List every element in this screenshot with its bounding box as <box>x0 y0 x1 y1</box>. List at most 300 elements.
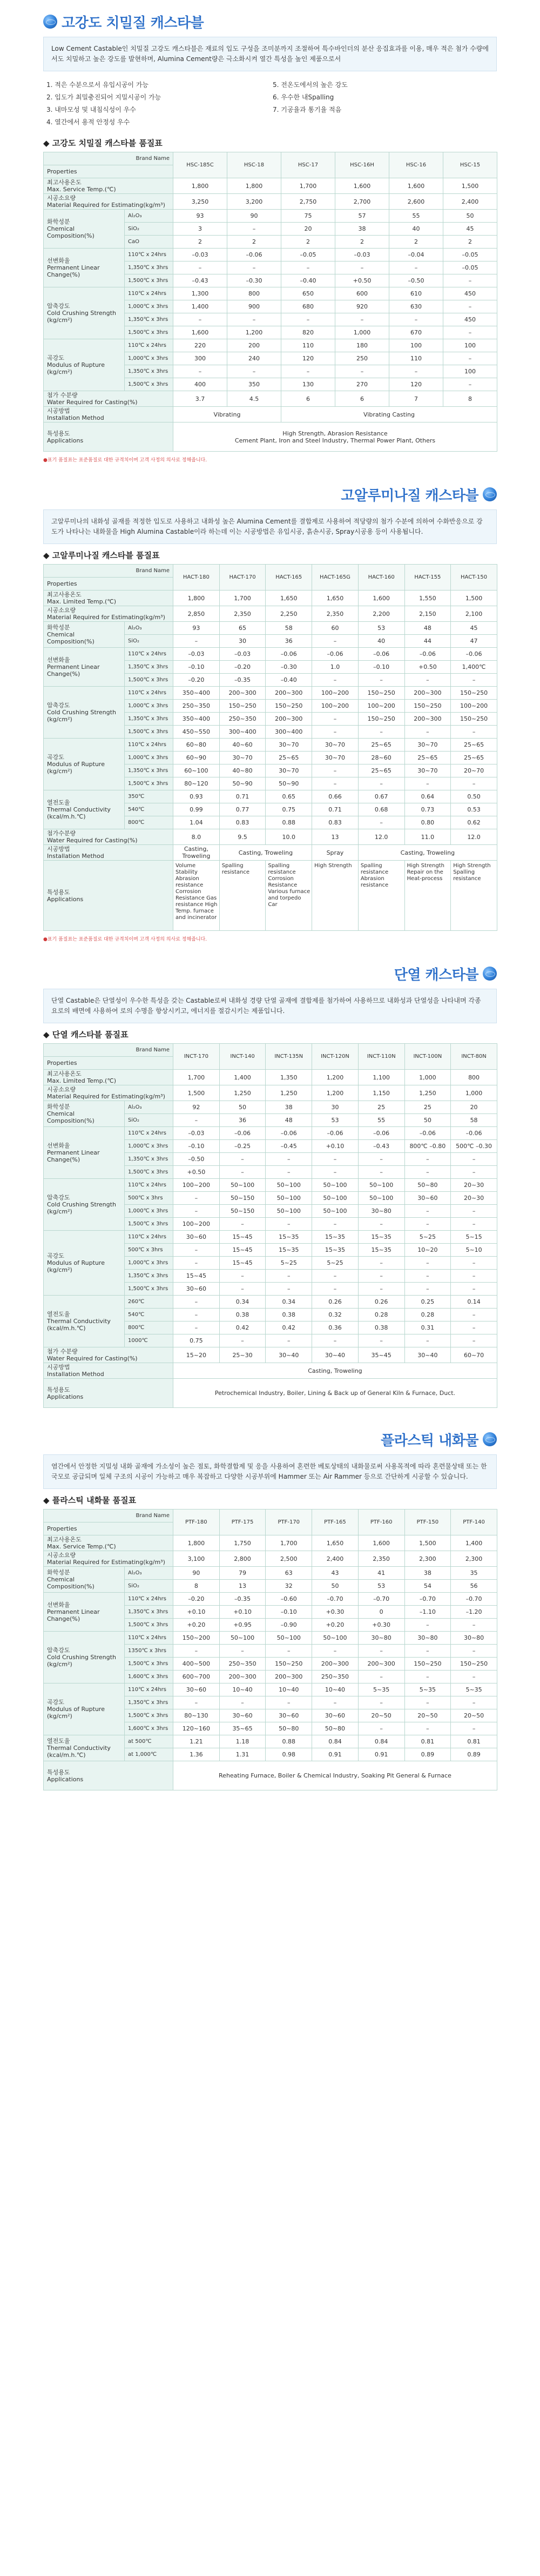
table-cell: 1,550 <box>404 591 451 606</box>
table-cell: – <box>312 1270 359 1283</box>
condition-label: 1,350℃ x 3hrs <box>125 1606 173 1619</box>
table-cell: – <box>219 1645 266 1658</box>
table-cell: – <box>173 1205 220 1218</box>
table-cell: 0.81 <box>404 1735 451 1748</box>
brand-name-label: Brand Name <box>44 152 173 165</box>
table-cell: 1,200 <box>227 326 281 339</box>
condition-label: 350℃ <box>125 790 173 803</box>
table-cell: 1,350 <box>266 1070 312 1085</box>
feature-item: 7. 기공율과 통기율 적음 <box>273 106 342 113</box>
table-cell: 0.84 <box>358 1735 404 1748</box>
condition-label: 1,350℃ x 3hrs <box>125 313 173 326</box>
feature-item: 5. 전온도에서의 높은 강도 <box>273 81 348 89</box>
applications-cell: Spalling resistance Corrosion Resistance Various furnace and torpedo Car <box>266 861 312 931</box>
table-cell: 53 <box>312 1114 359 1127</box>
install-cell: Casting, Troweling <box>173 845 220 861</box>
section-title: 플라스틱 내화물 <box>381 1432 478 1449</box>
table-cell: 350 <box>227 378 281 391</box>
table-cell: 30~60 <box>404 1192 451 1205</box>
property-name: 시공방법 Installation Method <box>44 1363 173 1379</box>
table-cell: 1,300 <box>173 287 227 300</box>
table-cell: 6 <box>281 391 335 407</box>
condition-label: 110℃ x 24hrs <box>125 1179 173 1192</box>
table-cell: 100~200 <box>358 700 404 713</box>
table-cell: 50 <box>443 210 497 223</box>
table-cell: 65 <box>219 622 266 635</box>
table-cell: 50~100 <box>358 1192 404 1205</box>
condition-label: 1,000℃ x 3hrs <box>125 1257 173 1270</box>
table-cell: 30 <box>219 635 266 648</box>
table-cell: 1,600 <box>335 178 389 194</box>
condition-label: at 1,000℃ <box>125 1748 173 1761</box>
table-cell: 25~65 <box>451 739 497 752</box>
table-cell: – <box>451 1619 497 1632</box>
table-cell: 38 <box>404 1567 451 1580</box>
property-name: 곡강도 Modulus of Rupture (kg/cm²) <box>44 1683 125 1735</box>
table-cell: 150~250 <box>219 700 266 713</box>
table-cell: – <box>451 726 497 739</box>
table-cell: 20~50 <box>358 1709 404 1722</box>
table-cell: 100 <box>443 365 497 378</box>
table-cell: 0.89 <box>404 1748 451 1761</box>
table-cell: 45 <box>443 223 497 236</box>
condition-label: 540℃ <box>125 803 173 816</box>
table-cell: 0.91 <box>312 1748 359 1761</box>
table-cell: 0.42 <box>219 1321 266 1334</box>
table-cell: – <box>173 313 227 326</box>
condition-label: 1,500℃ x 3hrs <box>125 378 173 391</box>
condition-label: 1,350℃ x 3hrs <box>125 661 173 674</box>
table-cell: 63 <box>266 1567 312 1580</box>
table-row <box>44 287 497 300</box>
table-cell: 0.93 <box>173 790 220 803</box>
table-cell: – <box>451 1321 497 1334</box>
table-cell: – <box>266 1334 312 1347</box>
grade-header: HSC-16 <box>389 152 443 178</box>
table-cell: 1,400 <box>173 300 227 313</box>
grade-header: HACT-160 <box>358 565 404 591</box>
table-cell: 4.5 <box>227 391 281 407</box>
table-cell: – <box>227 313 281 326</box>
property-name: 최고사용온도 Max. Service Temp.(℃) <box>44 178 173 194</box>
table-cell: – <box>227 261 281 274</box>
table-cell: –0.30 <box>227 274 281 287</box>
section-intro: 단열 Castable은 단열성이 우수한 특성을 갖는 Castable로써 내화성 경량 단열 골재에 결합제를 첨가하여 사용하므로 내화성과 단열성을 나타내며 각종 요로의 배면에 사용하여 로의 수명을 향상시키고, 에너지를 절감시키는 제품입니다. <box>43 989 497 1023</box>
table-row <box>44 1085 497 1101</box>
condition-label: Al₂O₃ <box>125 1567 173 1580</box>
table-cell: – <box>335 261 389 274</box>
table-cell: 0.88 <box>266 816 312 829</box>
install-cell: Casting, Troweling <box>358 845 497 861</box>
section-intro: Low Cement Castable인 치밀질 고강도 캐스타블은 재료의 입도 구성을 조미분까지 조절하여 특수바인더의 분산 응집효과를 이용, 매우 적은 첨가 수량에서도 치밀하고 높은 강도를 발현하며, Alumina Cement량은 극소화시켜 열간 특성을 높인 제품으로서 <box>43 37 497 71</box>
table-cell: – <box>266 1696 312 1709</box>
table-cell: 60~70 <box>451 1347 497 1363</box>
table-row <box>44 687 497 700</box>
condition-label: 1,500℃ x 3hrs <box>125 274 173 287</box>
table-cell: 150~200 <box>173 1632 220 1645</box>
table-cell: 110 <box>389 352 443 365</box>
table-cell: –0.70 <box>358 1593 404 1606</box>
property-name: 화학성분 Chemical Composition(%) <box>44 1101 125 1127</box>
globe-icon <box>483 1432 497 1446</box>
applications-cell: Petrochemical Industry, Boiler, Lining & Back up of General Kiln & Furnace, Duct. <box>173 1379 497 1408</box>
table-cell: 30~60 <box>219 1709 266 1722</box>
table-cell: 25 <box>358 1101 404 1114</box>
table-cell: 44 <box>404 635 451 648</box>
property-name: 화학성분 Chemical Composition(%) <box>44 210 125 249</box>
table-cell: – <box>266 1283 312 1296</box>
table-cell: 8 <box>173 1580 220 1593</box>
table-cell: 0.38 <box>358 1321 404 1334</box>
table-cell: +0.10 <box>219 1606 266 1619</box>
table-cell: 2,150 <box>404 606 451 622</box>
table-cell: 41 <box>358 1567 404 1580</box>
table-cell: 0.89 <box>451 1748 497 1761</box>
install-row <box>44 407 497 422</box>
property-name: 시공소요량 Material Required for Estimating(kg/m³) <box>44 1551 173 1567</box>
install-row <box>44 1363 497 1379</box>
table-cell: 20~30 <box>451 1179 497 1192</box>
table-cell: –0.05 <box>443 261 497 274</box>
grade-header: PTF-150 <box>404 1510 451 1535</box>
table-cell: +0.30 <box>358 1619 404 1632</box>
table-cell: –0.70 <box>451 1593 497 1606</box>
table-cell: – <box>389 313 443 326</box>
table-cell: 30~40 <box>312 1347 359 1363</box>
table-cell: 5~25 <box>404 1231 451 1244</box>
property-name: 선변화율 Permanent Linear Change(%) <box>44 1127 125 1179</box>
condition-label: 800℃ <box>125 816 173 829</box>
table-cell: 53 <box>358 1580 404 1593</box>
table-cell: +0.95 <box>219 1619 266 1632</box>
feature-item: 1. 적은 수분으로서 유입시공이 가능 <box>46 81 148 89</box>
table-cell: – <box>404 1619 451 1632</box>
table-cell: –0.05 <box>281 249 335 261</box>
condition-label: 110℃ x 24hrs <box>125 1632 173 1645</box>
property-name: 시공소요량 Material Required for Estimating(kg/m³) <box>44 194 173 210</box>
table-cell: 0.38 <box>219 1309 266 1321</box>
grade-header: HACT-180 <box>173 565 220 591</box>
table-cell: 150~250 <box>451 687 497 700</box>
table-cell: 1,600 <box>389 178 443 194</box>
table-cell: 20~30 <box>451 1192 497 1205</box>
condition-label: 110℃ x 24hrs <box>125 739 173 752</box>
table-cell: 0.68 <box>358 803 404 816</box>
table-cell: 93 <box>173 622 220 635</box>
table-cell: – <box>173 635 220 648</box>
table-cell: 2,850 <box>173 606 220 622</box>
grade-header: INCT-140 <box>219 1044 266 1070</box>
table-cell: 80~130 <box>173 1709 220 1722</box>
grade-header: HSC-185C <box>173 152 227 178</box>
table-cell: – <box>451 1334 497 1347</box>
table-cell: 1,000 <box>404 1070 451 1085</box>
table-cell: – <box>173 1192 220 1205</box>
table-cell: 1.21 <box>173 1735 220 1748</box>
table-cell: 55 <box>389 210 443 223</box>
table-cell: 50 <box>312 1580 359 1593</box>
table-cell: –0.25 <box>219 1140 266 1153</box>
table-cell: 1,500 <box>443 178 497 194</box>
table-cell: 2 <box>389 236 443 249</box>
install-cell: Casting, Troweling <box>219 845 312 861</box>
condition-label: 1,500℃ x 3hrs <box>125 1619 173 1632</box>
condition-label: 500℃ x 3hrs <box>125 1244 173 1257</box>
table-cell: 0.32 <box>312 1309 359 1321</box>
table-cell: 10~40 <box>266 1683 312 1696</box>
globe-icon <box>483 967 497 981</box>
property-name: 특성용도 Applications <box>44 1761 173 1790</box>
table-cell: – <box>219 1166 266 1179</box>
table-cell: 50~100 <box>219 1179 266 1192</box>
table-cell: 1,500 <box>451 591 497 606</box>
table-cell: – <box>219 1696 266 1709</box>
table-cell: 120 <box>389 378 443 391</box>
table-cell: 300~400 <box>266 726 312 739</box>
table-cell: – <box>358 1722 404 1735</box>
property-name: 첨가 수분량 Water Required for Casting(%) <box>44 391 173 407</box>
table-cell: 28~60 <box>358 752 404 764</box>
table-cell: 630 <box>389 300 443 313</box>
table-cell: 50~100 <box>266 1192 312 1205</box>
table-cell: 5~25 <box>266 1257 312 1270</box>
table-cell: 110 <box>281 339 335 352</box>
table-cell: – <box>227 223 281 236</box>
table-cell: 58 <box>451 1114 497 1127</box>
table-cell: –0.35 <box>219 674 266 687</box>
property-name: 첨가 수분량 Water Required for Casting(%) <box>44 1347 173 1363</box>
table-cell: – <box>358 1696 404 1709</box>
condition-label: 1,500℃ x 3hrs <box>125 1658 173 1671</box>
table-cell: 650 <box>281 287 335 300</box>
property-name: 시공소요량 Material Required for Estimating(kg/m³) <box>44 606 173 622</box>
table-cell: 50~100 <box>219 1632 266 1645</box>
table-cell: – <box>451 1722 497 1735</box>
table-cell: 200~300 <box>312 1658 359 1671</box>
table-cell: 20~50 <box>404 1709 451 1722</box>
table-row <box>44 739 497 752</box>
table-cell: – <box>451 1205 497 1218</box>
condition-label: 1,000℃ x 3hrs <box>125 752 173 764</box>
table-cell: – <box>451 777 497 790</box>
table-cell: 1,500 <box>404 1535 451 1551</box>
table-cell: –0.06 <box>358 1127 404 1140</box>
table-cell: 1,800 <box>227 178 281 194</box>
condition-label: 110℃ x 24hrs <box>125 287 173 300</box>
table-cell: 0.42 <box>266 1321 312 1334</box>
globe-icon <box>483 487 497 501</box>
property-name: 최고사용온도 Max. Limited Temp.(℃) <box>44 591 173 606</box>
table-cell: 8.0 <box>173 829 220 845</box>
table-cell: 20 <box>281 223 335 236</box>
table-cell: 12.0 <box>358 829 404 845</box>
property-name: 화학성분 Chemical Composition(%) <box>44 1567 125 1593</box>
table-cell: – <box>451 1671 497 1683</box>
table-cell: 0 <box>358 1606 404 1619</box>
table-cell: 200~300 <box>266 713 312 726</box>
table-cell: – <box>358 726 404 739</box>
table-cell: 150~250 <box>451 713 497 726</box>
table-cell: – <box>219 1334 266 1347</box>
table-cell: – <box>358 1283 404 1296</box>
table-cell: 50~90 <box>219 777 266 790</box>
property-name: 특성용도 Applications <box>44 1379 173 1408</box>
table-cell: –0.70 <box>312 1593 359 1606</box>
condition-label: 1,600℃ x 3hrs <box>125 1722 173 1735</box>
table-cell: 150~250 <box>358 713 404 726</box>
condition-label: Al₂O₃ <box>125 1101 173 1114</box>
table-cell: +0.50 <box>335 274 389 287</box>
table-cell: 15~45 <box>219 1244 266 1257</box>
table-cell: 0.26 <box>312 1296 359 1309</box>
table-cell: – <box>404 1696 451 1709</box>
section-high-strength-dense-castable <box>43 12 497 463</box>
table-cell: –0.10 <box>358 661 404 674</box>
table-cell: – <box>389 261 443 274</box>
table-cell: 30~70 <box>312 739 359 752</box>
table-cell: 79 <box>219 1567 266 1580</box>
table-cell: – <box>443 352 497 365</box>
table-cell: 40 <box>358 635 404 648</box>
table-cell: 50~100 <box>312 1632 359 1645</box>
table-cell: 150~250 <box>266 700 312 713</box>
table-cell: –0.04 <box>389 249 443 261</box>
property-name: 특성용도 Applications <box>44 422 173 452</box>
table-cell: –0.40 <box>266 674 312 687</box>
table-cell: 30 <box>312 1101 359 1114</box>
table-cell: – <box>451 1166 497 1179</box>
condition-label: 1,000℃ x 3hrs <box>125 352 173 365</box>
table-cell: 50~80 <box>266 1722 312 1735</box>
table-cell: 50 <box>219 1101 266 1114</box>
table-row <box>44 1593 497 1606</box>
condition-label: 1,500℃ x 3hrs <box>125 777 173 790</box>
table-cell: 55 <box>358 1114 404 1127</box>
table-cell: – <box>451 1309 497 1321</box>
property-name: 선변화율 Permanent Linear Change(%) <box>44 249 125 287</box>
property-name: 화학성분 Chemical Composition(%) <box>44 622 125 648</box>
table-cell: – <box>404 726 451 739</box>
table-cell: –0.30 <box>266 661 312 674</box>
table-cell: 800 <box>451 1070 497 1085</box>
condition-label: 110℃ x 24hrs <box>125 648 173 661</box>
table-cell: – <box>358 1671 404 1683</box>
table-cell: 300 <box>173 352 227 365</box>
table-cell: 250~350 <box>219 713 266 726</box>
table-cell: 0.99 <box>173 803 220 816</box>
table-cell: 0.34 <box>266 1296 312 1309</box>
applications-cell: High Strength Repair on the Heat-process <box>404 861 451 931</box>
section-header <box>43 1430 497 1449</box>
table-cell: 15~20 <box>173 1347 220 1363</box>
applications-row <box>44 1761 497 1790</box>
brand-name-label: Brand Name <box>44 1044 173 1057</box>
property-name: 시공방법 Installation Method <box>44 407 173 422</box>
table-cell: 38 <box>266 1101 312 1114</box>
table-cell: 30~80 <box>358 1205 404 1218</box>
table-cell: 610 <box>389 287 443 300</box>
applications-cell: Reheating Furnace, Boiler & Chemical Industry, Soaking Pit General & Furnace <box>173 1761 497 1790</box>
table-cell: 15~35 <box>266 1231 312 1244</box>
table-cell: 90 <box>173 1567 220 1580</box>
table-cell: – <box>358 1166 404 1179</box>
section-high-alumina-castable <box>43 485 497 942</box>
table-cell: –0.10 <box>173 661 220 674</box>
table-cell: – <box>312 726 359 739</box>
table-cell: +0.50 <box>173 1166 220 1179</box>
table-cell: 20~70 <box>451 764 497 777</box>
section-intro: 고알루미나의 내화성 골재를 적정한 입도로 사용하고 내화성 높은 Alumina Cement를 결합제로 사용하여 적당량의 첨가 수분에 의하여 수화반응으로 강도가 나타나는 내화물을 High Alumina Castable이라 하는데 이는 시공방법은 유입시공, 흙손시공, Spray시공용 등이 사용됩니다. <box>43 509 497 544</box>
table-cell: 0.84 <box>312 1735 359 1748</box>
table-cell: 680 <box>281 300 335 313</box>
table-cell: 75 <box>281 210 335 223</box>
table-row <box>44 178 497 194</box>
table-cell: 35~65 <box>219 1722 266 1735</box>
table-cell: 53 <box>358 622 404 635</box>
table-cell: – <box>219 1270 266 1283</box>
table-cell: – <box>312 1218 359 1231</box>
table-cell: – <box>451 1270 497 1283</box>
table-cell: 200 <box>227 339 281 352</box>
table-cell: 3.7 <box>173 391 227 407</box>
table-cell: 13 <box>312 829 359 845</box>
table-cell: 0.28 <box>358 1309 404 1321</box>
table-cell: – <box>312 674 359 687</box>
grade-header: PTF-170 <box>266 1510 312 1535</box>
table-cell: – <box>404 1283 451 1296</box>
table-cell: – <box>451 1283 497 1296</box>
condition-label: 110℃ x 24hrs <box>125 687 173 700</box>
condition-label: 1350℃ x 3hrs <box>125 1645 173 1658</box>
grade-header: PTF-175 <box>219 1510 266 1535</box>
table-cell: 36 <box>219 1114 266 1127</box>
table-row <box>44 1101 497 1114</box>
table-cell: 0.34 <box>219 1296 266 1309</box>
table-row <box>44 829 497 845</box>
property-name: 압축강도 Cold Crushing Strength (kg/cm²) <box>44 287 125 339</box>
table-title: ◆ 단열 캐스타블 품질표 <box>43 1030 129 1039</box>
table-cell: 25~65 <box>358 739 404 752</box>
table-cell: 2,300 <box>404 1551 451 1567</box>
property-name: 열전도율 Thermal Conductivity (kcal/m.h.℃) <box>44 1296 125 1347</box>
condition-label: 110℃ x 24hrs <box>125 339 173 352</box>
table-cell: 1,700 <box>173 1070 220 1085</box>
condition-label: SiO₂ <box>125 223 173 236</box>
condition-label: 1,500℃ x 3hrs <box>125 726 173 739</box>
table-cell: – <box>173 1696 220 1709</box>
table-cell: 900 <box>227 300 281 313</box>
condition-label: 1,500℃ x 3hrs <box>125 326 173 339</box>
table-cell: 25~65 <box>451 752 497 764</box>
table-cell: – <box>404 777 451 790</box>
condition-label: 1,350℃ x 3hrs <box>125 365 173 378</box>
grade-header: HACT-170 <box>219 565 266 591</box>
table-cell: 200~300 <box>404 687 451 700</box>
table-cell: 1,100 <box>358 1070 404 1085</box>
properties-label: Properties <box>44 578 173 591</box>
table-cell: 2 <box>227 236 281 249</box>
table-cell: 45 <box>451 622 497 635</box>
table-cell: – <box>451 1645 497 1658</box>
table-row <box>44 1179 497 1192</box>
condition-label: 1,350℃ x 3hrs <box>125 1270 173 1283</box>
properties-label: Properties <box>44 1057 173 1070</box>
property-name: 압축강도 Cold Crushing Strength (kg/cm²) <box>44 1632 125 1683</box>
condition-label: at 500℃ <box>125 1735 173 1748</box>
table-row <box>44 1296 497 1309</box>
condition-label: 1,500℃ x 3hrs <box>125 1283 173 1296</box>
table-cell: 35 <box>451 1567 497 1580</box>
